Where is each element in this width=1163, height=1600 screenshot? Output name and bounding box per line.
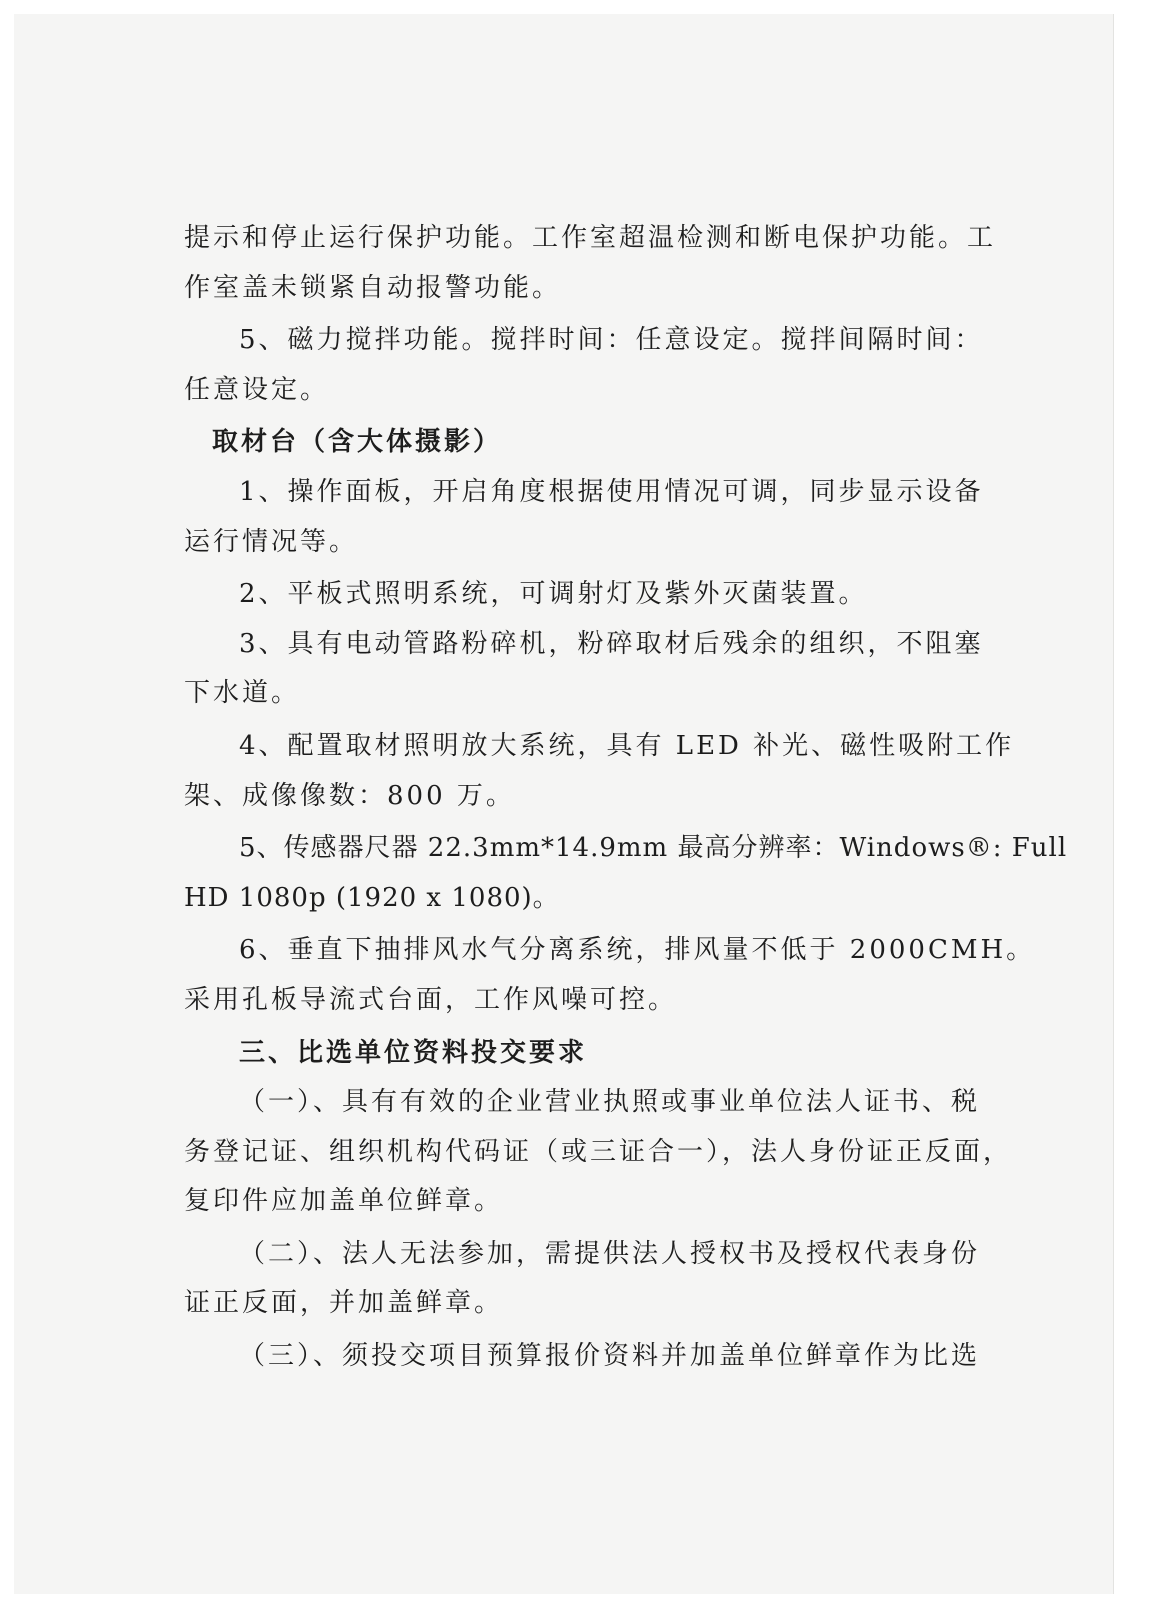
body-line: 证正反面，并加盖鲜章。	[184, 1288, 504, 1319]
document-body	[184, 214, 1068, 1382]
list-item: （三）、须投交项目预算报价资料并加盖单位鲜章作为比选	[239, 1341, 981, 1372]
list-item: 6、垂直下抽排风水气分离系统，排风量不低于 2000CMH。	[239, 935, 1036, 966]
body-line: HD 1080p (1920 x 1080)。	[184, 882, 560, 913]
section-heading: 三、比选单位资料投交要求	[239, 1037, 588, 1068]
body-line: 务登记证、组织机构代码证（或三证合一），法人身份证正反面，	[184, 1136, 1013, 1167]
list-item: 3、具有电动管路粉碎机，粉碎取材后残余的组织，不阻塞	[239, 628, 984, 659]
list-item: 5、磁力搅拌功能。搅拌时间：任意设定。搅拌间隔时间：	[239, 325, 984, 356]
scanned-page	[14, 14, 1114, 1594]
list-item: 1、操作面板，开启角度根据使用情况可调，同步显示设备	[239, 476, 984, 507]
body-line: 下水道。	[184, 678, 301, 709]
list-item: 4、配置取材照明放大系统，具有 LED 补光、磁性吸附工作	[239, 730, 1015, 761]
body-line: 提示和停止运行保护功能。工作室超温检测和断电保护功能。工	[184, 223, 997, 253]
list-item: 2、平板式照明系统，可调射灯及紫外灭菌装置。	[239, 579, 868, 610]
body-line: 采用孔板导流式台面，工作风噪可控。	[184, 984, 678, 1015]
body-line: 任意设定。	[184, 374, 330, 405]
list-item: （一）、具有有效的企业营业执照或事业单位法人证书、税	[239, 1087, 981, 1118]
body-line: 架、成像像数：800 万。	[184, 780, 515, 811]
body-line: 作室盖未锁紧自动报警功能。	[184, 272, 562, 303]
list-item: 5、传感器尺器 22.3mm*14.9mm 最高分辨率：Windows®: Full	[239, 833, 1068, 864]
body-line: 复印件应加盖单位鲜章。	[184, 1186, 504, 1217]
body-line: 运行情况等。	[184, 526, 359, 557]
list-item: （二）、法人无法参加，需提供法人授权书及授权代表身份	[239, 1238, 981, 1269]
subsection-heading: 取材台（含大体摄影）	[212, 427, 503, 458]
